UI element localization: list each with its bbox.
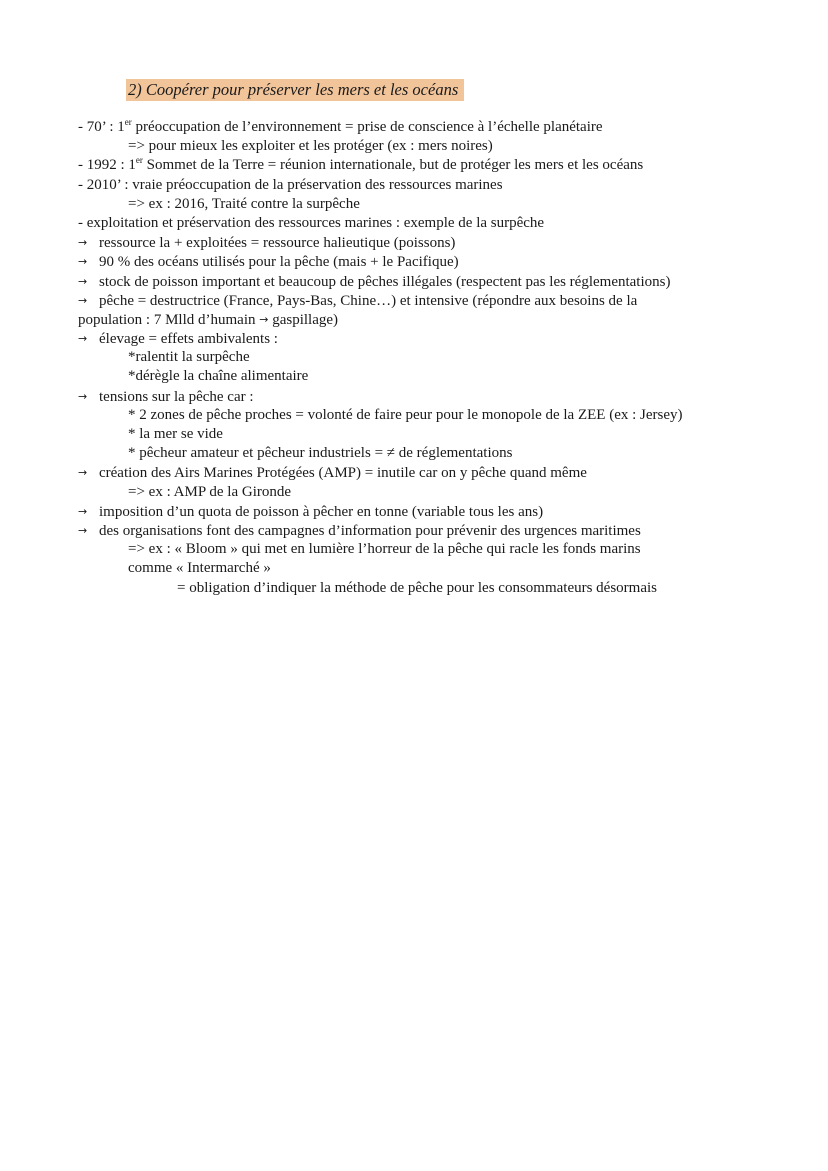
arrow-icon: →: [78, 504, 88, 518]
arrow-icon: →: [259, 312, 269, 326]
note-line: - 70’ : 1er préoccupation de l’environnement = prise de conscience à l’échelle planétaire: [78, 117, 603, 135]
note-line: → des organisations font des campagnes d’information pour prévenir des urgences maritimes: [78, 522, 641, 539]
section-title: 2) Coopérer pour préserver les mers et les océans: [126, 79, 464, 101]
note-line: → création des Airs Marines Protégées (AMP) = inutile car on y pêche quand même: [78, 465, 587, 482]
note-line: => ex : « Bloom » qui met en lumière l’horreur de la pêche qui racle les fonds marins: [128, 541, 641, 558]
note-line: population : 7 Mlld d’humain → gaspillage): [78, 311, 339, 328]
note-line: * 2 zones de pêche proches = volonté de faire peur pour le monopole de la ZEE (ex : Jersey): [128, 406, 683, 423]
note-line: * la mer se vide: [128, 426, 223, 442]
arrow-icon: →: [78, 274, 88, 288]
note-line: → ressource la + exploitées = ressource halieutique (poissons): [78, 235, 456, 252]
note-line: → tensions sur la pêche car :: [78, 388, 254, 405]
arrow-icon: →: [78, 466, 88, 480]
note-line: - 2010’ : vraie préoccupation de la préservation des ressources marines: [78, 176, 503, 193]
note-line: → imposition d’un quota de poisson à pêcher en tonne (variable tous les ans): [78, 503, 544, 520]
note-line: => ex : AMP de la Gironde: [128, 483, 292, 500]
note-line: *ralentit la surpêche: [128, 349, 250, 366]
note-line: → pêche = destructrice (France, Pays-Bas, Chine…) et intensive (répondre aux besoins de la: [78, 292, 638, 309]
arrow-icon: →: [78, 332, 88, 346]
note-line: - 1992 : 1er Sommet de la Terre = réunion internationale, but de protéger les mers et les océans: [78, 155, 644, 174]
arrow-icon: →: [78, 236, 88, 250]
note-line: → 90 % des océans utilisés pour la pêche (mais + le Pacifique): [78, 254, 459, 271]
arrow-icon: →: [78, 523, 88, 537]
arrow-icon: →: [78, 293, 88, 307]
note-line: = obligation d’indiquer la méthode de pêche pour les consommateurs désormais: [177, 579, 657, 596]
note-line: → élevage = effets ambivalents :: [78, 331, 278, 348]
notes-body: [0, 118, 828, 598]
note-line: comme « Intermarché »: [128, 560, 271, 577]
note-line: => ex : 2016, Traité contre la surpêche: [128, 195, 360, 212]
arrow-icon: →: [78, 389, 88, 403]
note-line: => pour mieux les exploiter et les protéger (ex : mers noires): [128, 138, 493, 155]
note-line: * pêcheur amateur et pêcheur industriels = ≠ de réglementations: [128, 445, 513, 462]
note-line: → stock de poisson important et beaucoup de pêches illégales (respectent pas les réglementations): [78, 273, 671, 290]
note-line: - exploitation et préservation des ressources marines : exemple de la surpêche: [78, 214, 545, 231]
note-line: *dérègle la chaîne alimentaire: [128, 368, 309, 385]
arrow-icon: →: [78, 255, 88, 269]
